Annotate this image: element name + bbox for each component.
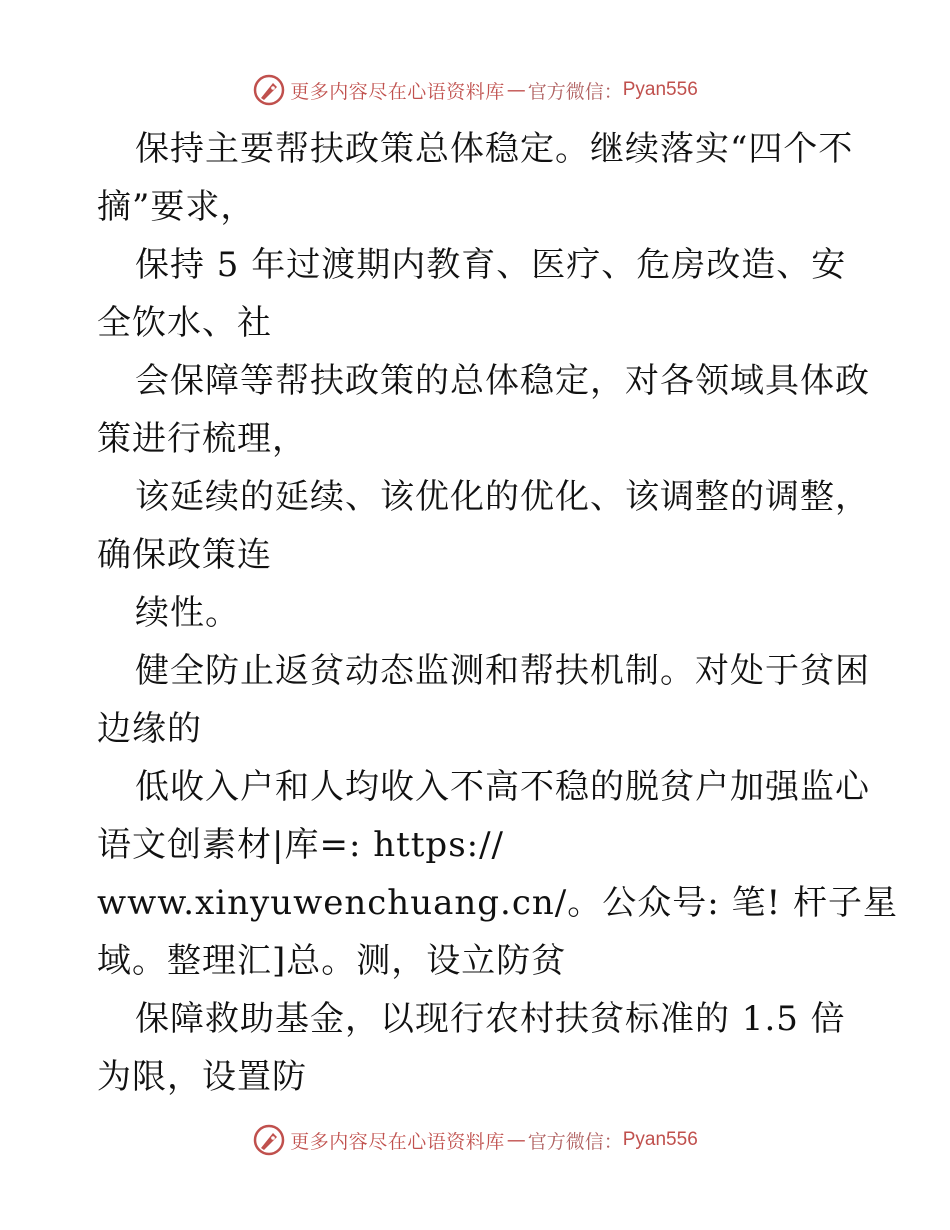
text-line: 保持 5 年过渡期内教育、医疗、危房改造、安 bbox=[135, 245, 847, 285]
banner-separator: — bbox=[506, 1129, 526, 1151]
banner-text: 更多内容尽在心语资料库 bbox=[290, 1130, 505, 1153]
text-line: 全饮水、社 bbox=[97, 303, 272, 343]
text-line: 摘”要求， bbox=[97, 187, 256, 227]
text-line: 健全防止返贫动态监测和帮扶机制。对处于贫困 bbox=[135, 651, 870, 691]
text-line: www.xinyuwenchuang.cn/。公众号: 笔! 杆子星 bbox=[97, 883, 898, 923]
text-line: 该延续的延续、该优化的优化、该调整的调整， bbox=[135, 477, 870, 517]
document-body bbox=[97, 120, 898, 1106]
banner-wechat-label: 官方微信： bbox=[527, 80, 623, 103]
banner-separator: — bbox=[506, 79, 526, 101]
footer-banner bbox=[0, 1120, 950, 1160]
banner-wechat-label: 官方微信： bbox=[527, 1130, 623, 1153]
text-line: 边缘的 bbox=[97, 709, 202, 749]
banner-text: 更多内容尽在心语资料库 bbox=[290, 80, 505, 103]
text-line: 保障救助基金，以现行农村扶贫标准的 1.5 倍 bbox=[135, 999, 846, 1039]
pen-nib-logo-icon bbox=[252, 73, 286, 107]
text-line: 域。整理汇]总。测，设立防贫 bbox=[97, 941, 567, 981]
header-banner bbox=[0, 70, 950, 110]
pen-nib-logo-icon bbox=[252, 1123, 286, 1157]
banner-wechat-id: Pyan556 bbox=[622, 1129, 698, 1150]
text-line: 为限，设置防 bbox=[97, 1057, 307, 1097]
text-line: 会保障等帮扶政策的总体稳定，对各领域具体政 bbox=[135, 361, 870, 401]
text-line: 续性。 bbox=[135, 593, 240, 633]
text-line: 语文创素材|库=: https:// bbox=[97, 825, 505, 865]
text-line: 确保政策连 bbox=[97, 535, 272, 575]
banner-wechat-id: Pyan556 bbox=[622, 79, 698, 100]
text-line: 保持主要帮扶政策总体稳定。继续落实“四个不 bbox=[135, 129, 854, 169]
text-line: 策进行梳理， bbox=[97, 419, 307, 459]
text-line: 低收入户和人均收入不高不稳的脱贫户加强监心 bbox=[135, 767, 870, 807]
